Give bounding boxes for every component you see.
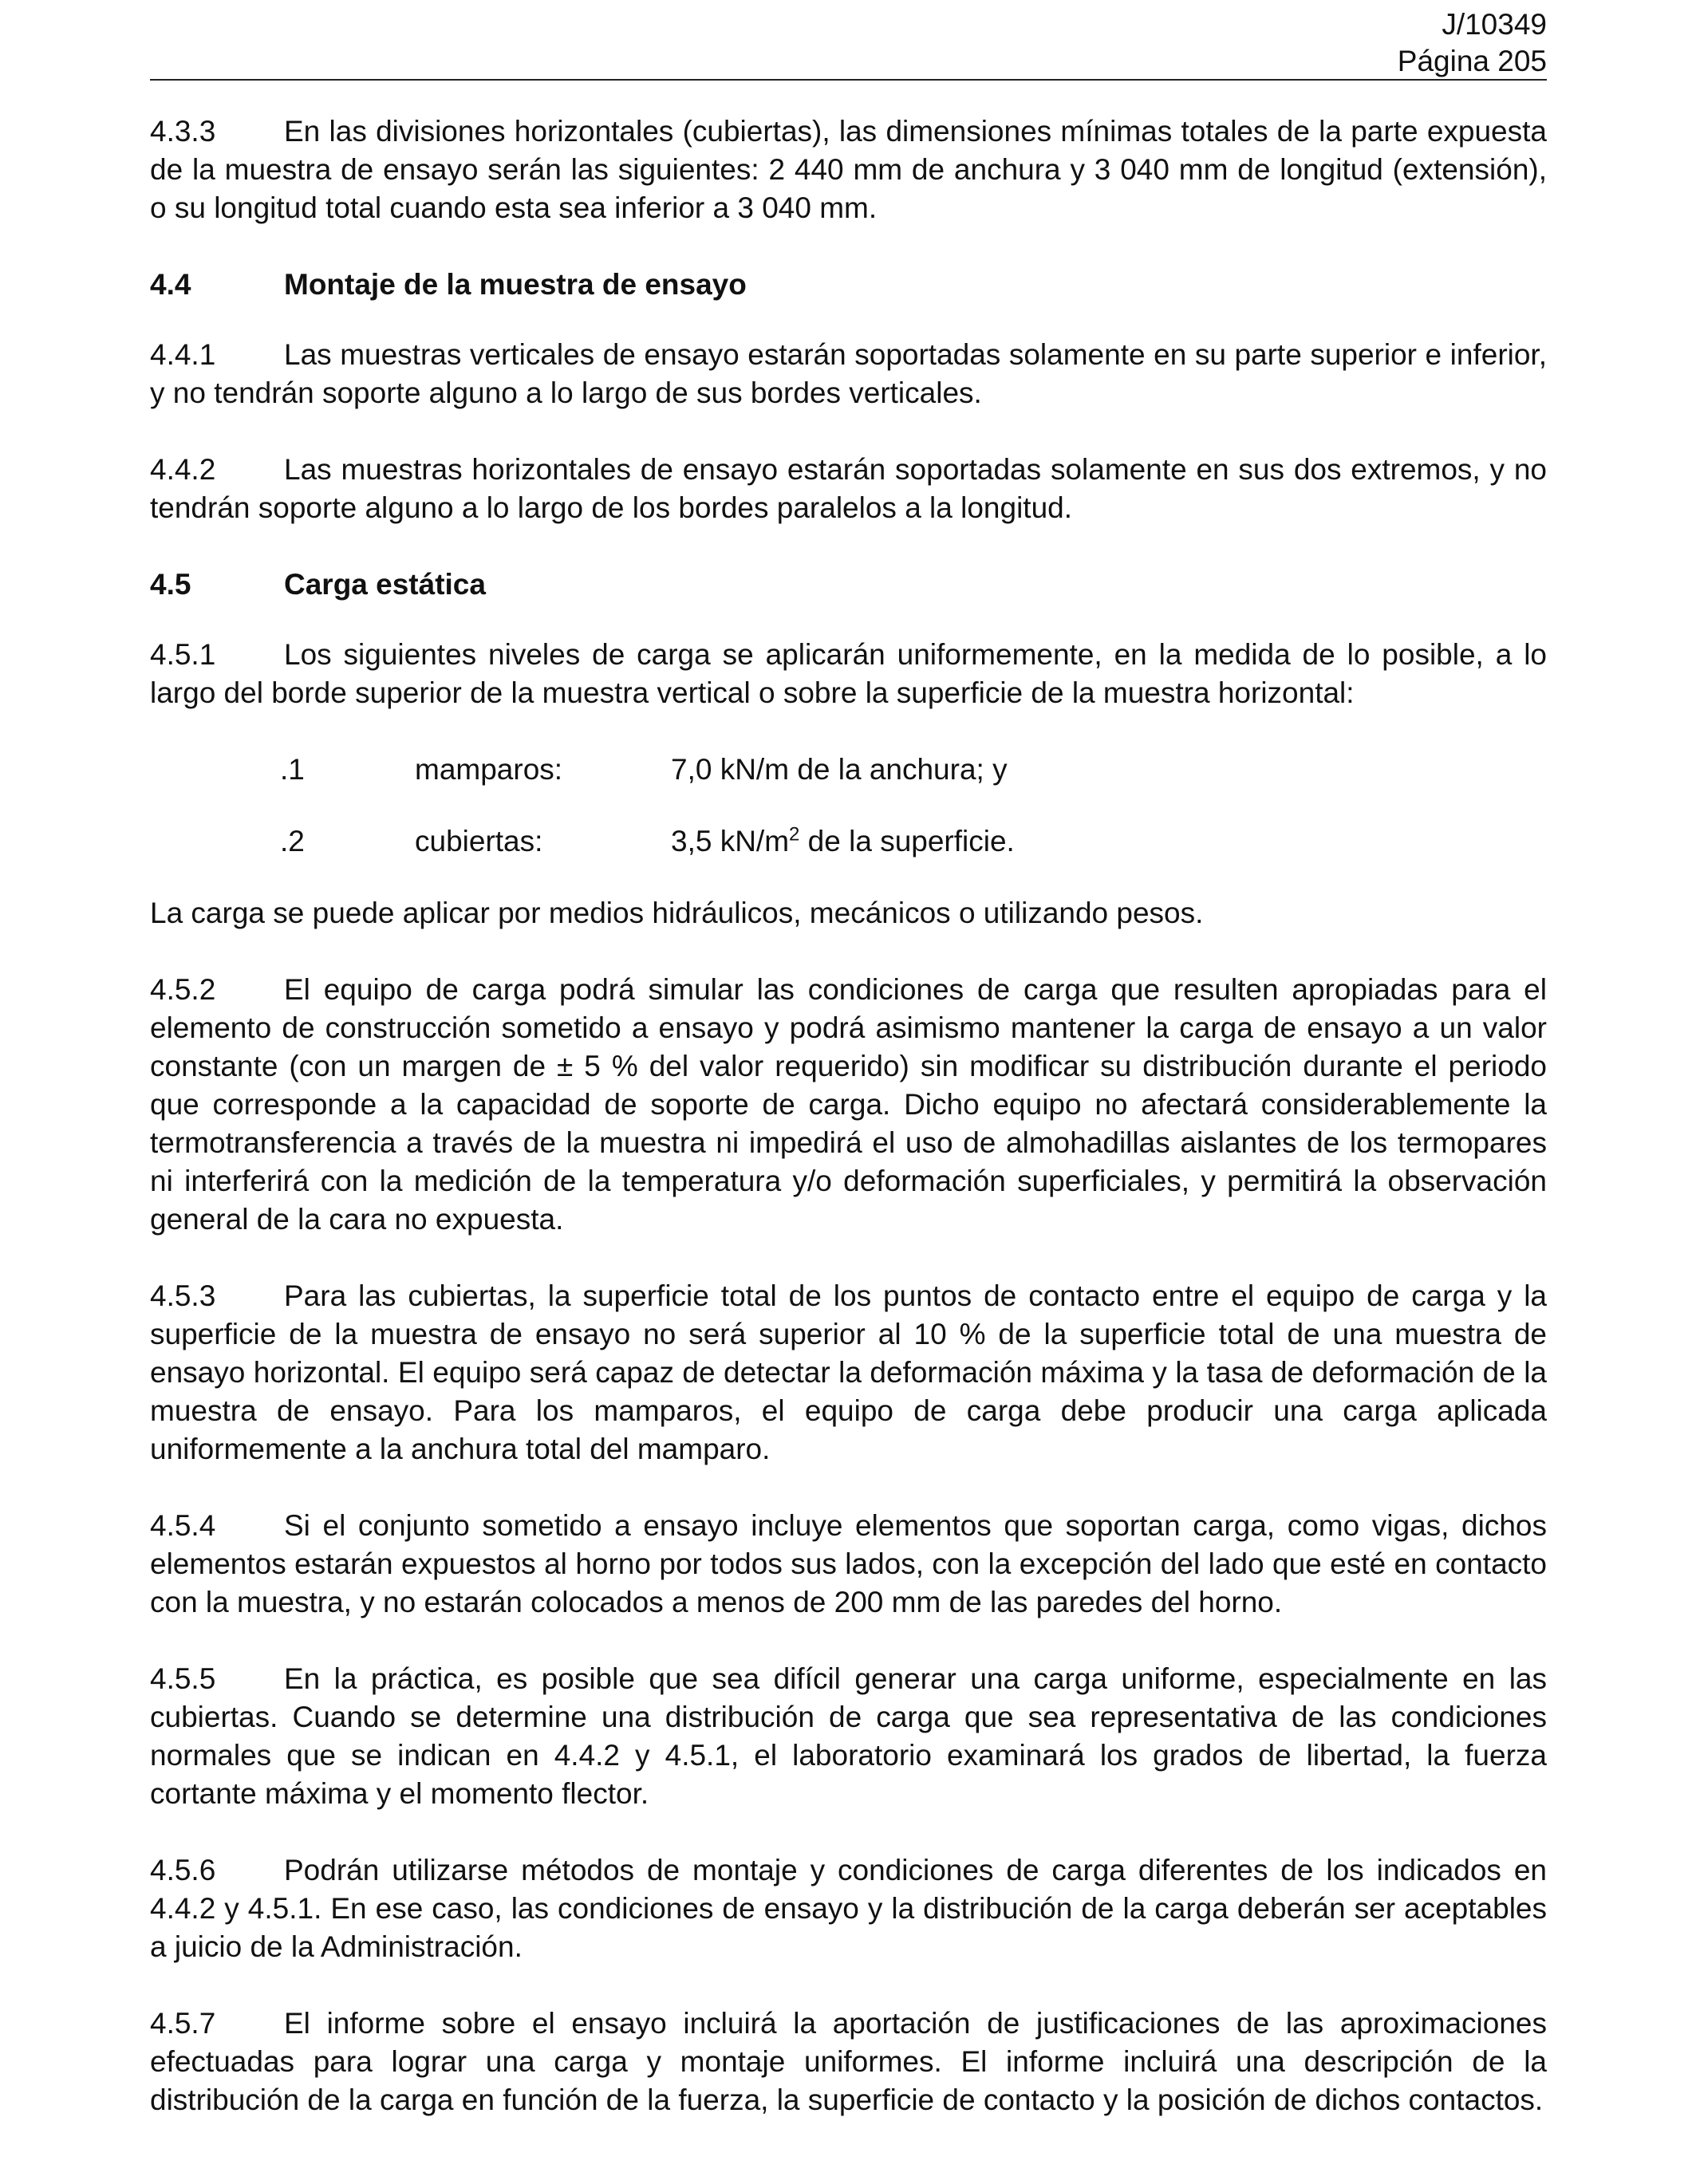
section-number: 4.5 <box>150 568 191 601</box>
paragraph-text: En la práctica, es posible que sea difícil generar una carga uniforme, especialmente en las cubiertas. Cuando se determine una distribución de carga que sea representativa de las condiciones normales que se indican en 4.4.2 y 4.5.1, el laboratorio examinará los grados de libertad, la fuerza cortante máxima y el momento flector. <box>150 1662 1547 1810</box>
page-number: Página 205 <box>1397 45 1547 77</box>
section-title: Carga estática <box>284 568 486 601</box>
list-item-value: 3,5 $kN/m^2$ de la superficie. <box>671 823 1015 857</box>
list-item-number: .2 <box>280 825 305 857</box>
paragraph-number: 4.5.7 <box>150 2007 216 2040</box>
paragraph-text: Si el conjunto sometido a ensayo incluye elementos que soportan carga, como vigas, dichos elementos estarán expuestos al horno por todos sus lados, con la excepción del lado que esté en contacto con la muestra, y no estarán colocados a menos de 200 mm de las paredes del horno. <box>150 1509 1547 1618</box>
paragraph-text: El informe sobre el ensayo incluirá la aportación de justificaciones de las aproximaciones efectuadas para lograr una carga y montaje uniformes. El informe incluirá una descripción de la distribución de la carga en función de la fuerza, la superficie de contacto y la posición de dichos contactos. <box>150 2007 1547 2116</box>
paragraph-number: 4.5.4 <box>150 1509 216 1542</box>
load-list-item-2 <box>150 822 1547 861</box>
paragraph-number: 4.5.1 <box>150 638 216 671</box>
paragraph-number: 4.3.3 <box>150 115 216 148</box>
section-title: Montaje de la muestra de ensayo <box>284 268 747 301</box>
paragraph-4-5-5 <box>150 1660 1547 1813</box>
paragraph-text: Las muestras horizontales de ensayo estarán soportadas solamente en sus dos extremos, y no tendrán soporte alguno a lo largo de los bordes paralelos a la longitud. <box>150 453 1547 524</box>
section-number: 4.4 <box>150 268 191 301</box>
paragraph-4-4-1 <box>150 336 1547 412</box>
paragraph-load-application <box>150 894 1547 932</box>
paragraph-number: 4.5.6 <box>150 1854 216 1886</box>
paragraph-text: Los siguientes niveles de carga se aplicarán uniformemente, en la medida de lo posible, a lo largo del borde superior de la muestra vertical o sobre la superficie de la muestra horizontal: <box>150 638 1547 709</box>
paragraph-number: 4.4.2 <box>150 453 216 486</box>
paragraph-text: Las muestras verticales de ensayo estarán soportadas solamente en su parte superior e inferior, y no tendrán soporte alguno a lo largo de sus bordes verticales. <box>150 338 1547 409</box>
document-body <box>150 112 1547 2158</box>
paragraph-4-5-7 <box>150 2005 1547 2119</box>
paragraph-text: Podrán utilizarse métodos de montaje y condiciones de carga diferentes de los indicados en 4.4.2 y 4.5.1. En ese caso, las condiciones de ensayo y la distribución de la carga deberán ser aceptables a juicio de la Administración. <box>150 1854 1547 1963</box>
list-item-number: .1 <box>280 753 305 786</box>
header-divider <box>150 79 1547 81</box>
paragraph-4-4-2 <box>150 451 1547 527</box>
load-list-item-1 <box>150 751 1547 789</box>
paragraph-number: 4.5.5 <box>150 1662 216 1695</box>
paragraph-text: El equipo de carga podrá simular las condiciones de carga que resulten apropiadas para el elemento de construcción sometido a ensayo y podrá asimismo mantener la carga de ensayo a un valor constante (con un margen de ± 5 % del valor requerido) sin modificar su distribución durante el periodo que corresponde a la capacidad de soporte de carga. Dicho equipo no afectará considerablemente la termotransferencia a través de la muestra ni impedirá el uso de almohadillas aislantes de los termopares ni interferirá con la medición de la temperatura y/o deformación superficiales, y permitirá la observación general de la cara no expuesta. <box>150 973 1547 1236</box>
list-item-term: mamparos: <box>415 753 563 786</box>
section-heading-4-4 <box>150 266 1547 304</box>
paragraph-number: 4.4.1 <box>150 338 216 371</box>
paragraph-text: Para las cubiertas, la superficie total de los puntos de contacto entre el equipo de carga y la superficie de la muestra de ensayo no será superior al 10 % de la superficie total de una muestra de ensayo horizontal. El equipo será capaz de detectar la deformación máxima y la tasa de deformación de la muestra de ensayo. Para los mamparos, el equipo de carga debe producir una carga aplicada uniformemente a la anchura total del mamparo. <box>150 1279 1547 1465</box>
paragraph-text: En las divisiones horizontales (cubiertas), las dimensiones mínimas totales de la parte expuesta de la muestra de ensayo serán las siguientes: 2 440 mm de anchura y 3 040 mm de longitud (extensión), o su longitud total cuando esta sea inferior a 3 040 mm. <box>150 115 1547 224</box>
paragraph-4-5-3 <box>150 1277 1547 1468</box>
paragraph-4-5-2 <box>150 971 1547 1239</box>
paragraph-text: La carga se puede aplicar por medios hidráulicos, mecánicos o utilizando pesos. <box>150 897 1204 929</box>
paragraph-4-5-4 <box>150 1507 1547 1622</box>
page-header <box>1398 6 1547 80</box>
paragraph-number: 4.5.3 <box>150 1279 216 1312</box>
section-heading-4-5 <box>150 566 1547 604</box>
paragraph-4-5-6 <box>150 1851 1547 1966</box>
list-item-term: cubiertas: <box>415 825 543 857</box>
paragraph-number: 4.5.2 <box>150 973 216 1006</box>
list-item-value: 7,0 kN/m de la anchura; y <box>671 753 1008 786</box>
superscript-exponent: 2 <box>789 823 800 846</box>
paragraph-4-3-3 <box>150 112 1547 227</box>
paragraph-4-5-1 <box>150 636 1547 712</box>
document-reference: J/10349 <box>1442 8 1547 41</box>
